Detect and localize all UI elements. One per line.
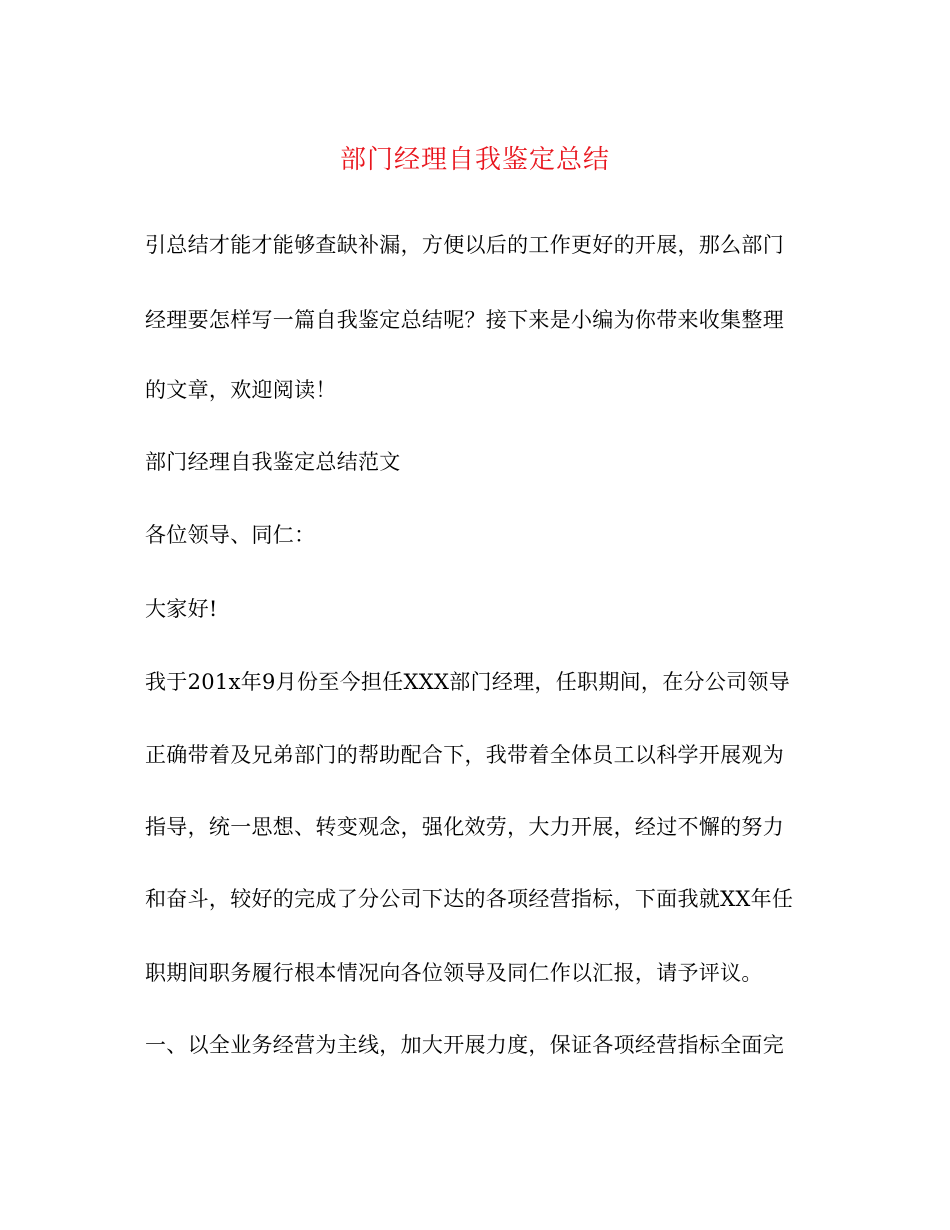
body-line: 一、以全业务经营为主线，加大开展力度，保证各项经营指标全面完 [145, 1033, 784, 1057]
body-line: 经理要怎样写一篇自我鉴定总结呢？接下来是小编为你带来收集整理 [145, 308, 784, 332]
salutation: 各位领导、同仁： [145, 523, 316, 547]
body-line: 正确带着及兄弟部门的帮助配合下，我带着全体员工以科学开展观为 [145, 743, 784, 767]
document-title: 部门经理自我鉴定总结 [339, 145, 610, 175]
greeting: 大家好! [145, 597, 218, 621]
body-line: 我于201x年9月份至今担任XXX部门经理，任职期间，在分公司领导 [145, 670, 791, 694]
body-line: 引总结才能才能够查缺补漏，方便以后的工作更好的开展，那么部门 [145, 233, 784, 257]
body-line: 职期间职务履行根本情况向各位领导及同仁作以汇报，请予评议。 [145, 961, 763, 985]
body-line: 和奋斗，较好的完成了分公司下达的各项经营指标，下面我就XX年任 [145, 887, 794, 911]
body-line: 的文章，欢迎阅读！ [145, 378, 337, 402]
body-line: 指导，统一思想、转变观念，强化效劳，大力开展，经过不懈的努力 [145, 815, 784, 839]
section-heading: 部门经理自我鉴定总结范文 [145, 450, 401, 474]
